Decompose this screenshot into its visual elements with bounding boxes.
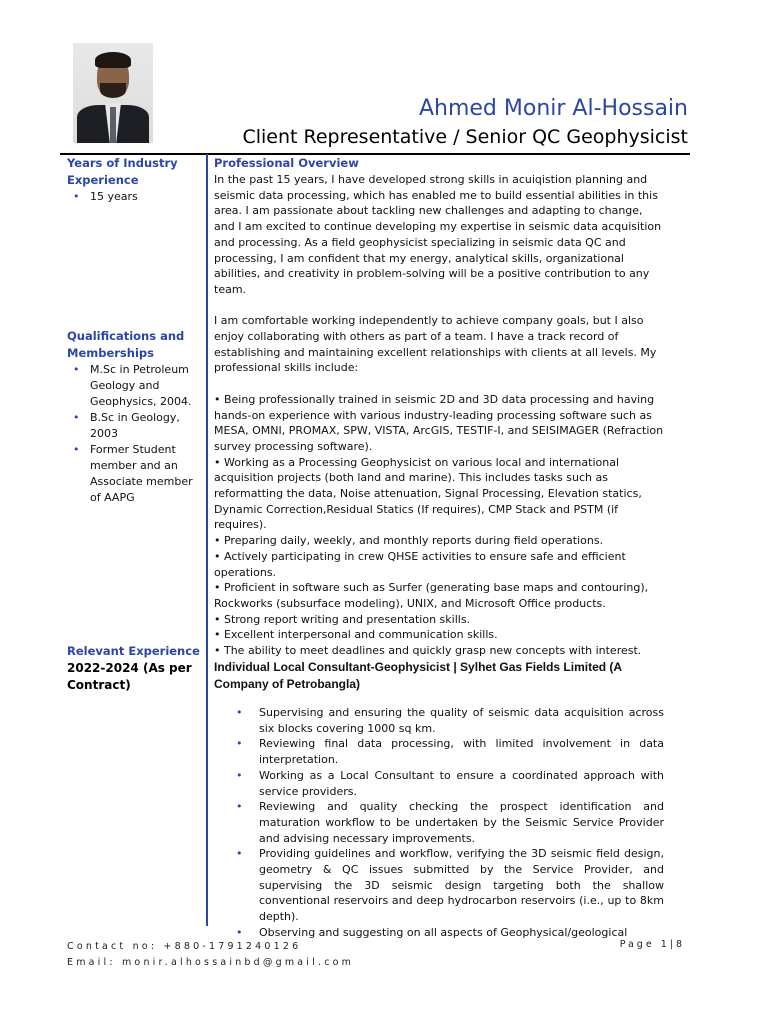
job-bullet: • Providing guidelines and workflow, verifying the 3D seismic field design, geometry & QC issues submitted by the Service Provider, and supervising the 3D seismic design targeting both the shallow conventional reservoirs and deep hydrocarbon reservoirs (i.e., up to 8km depth). — [214, 846, 664, 925]
skill-item: • Being professionally trained in seismic 2D and 3D data processing and having hands-on experience with various industry-leading processing software such as MESA, OMNI, PROMAX, SPW, VISTA, ArcGIS, TESTIF-I, and SEISIMAGER (Refraction survey processing software). — [214, 392, 664, 453]
footer — [67, 939, 687, 971]
job-title: Individual Local Consultant-Geophysicist | Sylhet Gas Fields Limited (A Company of Petrobangla) — [214, 660, 622, 691]
resume-name: Ahmed Monir Al-Hossain — [418, 96, 688, 121]
skill-item: • Strong report writing and presentation skills. — [214, 612, 471, 626]
qualifications-section — [67, 328, 201, 506]
relevant-experience-period: 2022-2024 (As per Contract) — [67, 661, 192, 692]
skill-item: • Actively participating in crew QHSE activities to ensure safe and efficient operations. — [214, 549, 626, 579]
experience-years-section — [67, 155, 201, 205]
skill-item: • Excellent interpersonal and communication skills. — [214, 628, 498, 642]
profile-photo — [73, 43, 153, 143]
job-bullet: • Reviewing final data processing, with limited involvement in data interpretation. — [214, 736, 664, 767]
qualification-item: • M.Sc in Petroleum Geology and Geophysics, 2004. — [67, 362, 201, 410]
resume-title: Client Representative / Senior QC Geophysicist — [242, 126, 688, 148]
contact-email: Email: monir.alhossainbd@gmail.com — [67, 957, 355, 968]
qualifications-heading: Qualifications and Memberships — [67, 329, 185, 360]
skill-item: • Proficient in software such as Surfer (generating base maps and contouring), Rockworks (subsurface modeling), UNIX, and Microsoft Office products. — [214, 581, 649, 610]
job-bullet: • Supervising and ensuring the quality of seismic data acquisition across six blocks covering 1000 sq km. — [214, 705, 664, 736]
overview-heading: Professional Overview — [214, 156, 359, 170]
skill-item: • The ability to meet deadlines and quickly grasp new concepts with interest. — [214, 644, 642, 658]
job-bullet: • Reviewing and quality checking the prospect identification and maturation workflow to be undertaken by the Seismic Service Provider and advising necessary improvements. — [214, 799, 664, 846]
contact-number: Contact no: +880-1791240126 — [67, 941, 302, 952]
qualification-item: • B.Sc in Geology, 2003 — [67, 410, 201, 442]
job-bullet: • Observing and suggesting on all aspects of Geophysical/geological — [214, 925, 664, 941]
job-bullet: • Working as a Local Consultant to ensure a coordinated approach with service providers. — [214, 768, 664, 799]
relevant-experience-heading: Relevant Experience — [67, 644, 200, 658]
overview-paragraph: I am comfortable working independently to achieve company goals, but I also enjoy collaborating with others as part of a team. I have a track record of establishing and maintaining excellent relationships with clients at all levels. My professional skills include: — [214, 314, 657, 375]
job-section — [214, 659, 664, 941]
qualification-item: • Former Student member and an Associate member of AAPG — [67, 442, 201, 506]
relevant-experience-section — [67, 643, 201, 694]
overview-paragraph: In the past 15 years, I have developed strong skills in acuiqistion planning and seismic data processing, which has enabled me to build essential abilities in this area. I am passionate about tackling new challenges and adapting to change, and I am excited to continue developing my expertise in seismic data acquisition and processing. As a field geophysicist specializing in seismic data QC and processing, I am confident that my energy, analytical skills, organizational abilities, and creativity in problem-solving will be a positive contribution to any team. — [214, 173, 662, 296]
skill-item: • Working as a Processing Geophysicist on various local and international acquisition projects (both land and marine). This includes tasks such as reformatting the data, Noise attenuation, Signal Processing, Elevation statics, Dynamic Correction,Residual Statics (If requires), CMP Stack and PSTM (if requires). — [214, 455, 642, 532]
experience-years-heading: Years of Industry Experience — [67, 156, 178, 187]
professional-overview — [214, 155, 664, 659]
page-number: Page 1|8 — [619, 939, 685, 950]
experience-years-item: • 15 years — [67, 189, 201, 205]
column-divider — [206, 154, 208, 926]
skill-item: • Preparing daily, weekly, and monthly reports during field operations. — [214, 534, 604, 548]
